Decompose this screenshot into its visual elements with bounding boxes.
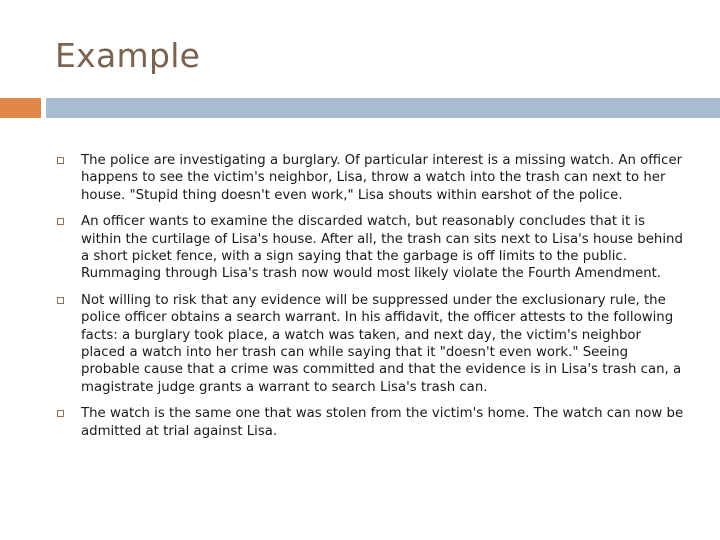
title-divider-bar (0, 98, 720, 118)
slide-title: Example (55, 36, 201, 75)
bullet-text: Not willing to risk that any evidence will be suppressed under the exclusionary rule, the police officer obtains a search warrant. In his affidavit, the officer attests to the following facts: a burglary took place, a watch was taken, and next day, the victim's neighbor placed a watch into her trash can while saying that it "doesn't even work." Seeing probable cause that a crime was committed and that the evidence is in Lisa's trash can, a magistrate judge grants a warrant to search Lisa's trash can. (81, 292, 682, 395)
divider-accent-block (0, 98, 41, 118)
bullet-text: The police are investigating a burglary. Of particular interest is a missing watch. An officer happens to see the victim's neighbor, Lisa, throw a watch into the trash can next to her house. "Stupid thing doesn't even work," Lisa shouts within earshot of the police. (81, 153, 683, 203)
bullet-text: The watch is the same one that was stolen from the victim's home. The watch can now be admitted at trial against Lisa. (81, 406, 684, 439)
bullet-item (57, 152, 689, 204)
bullet-list (57, 152, 689, 449)
square-bullet-icon (57, 157, 64, 164)
bullet-item (57, 213, 689, 283)
bullet-item (57, 292, 689, 396)
bullet-text: An officer wants to examine the discarded watch, but reasonably concludes that it is within the curtilage of Lisa's house. After all, the trash can sits next to Lisa's house behind a short picket fence, with a sign saying that the garbage is off limits to the public. Rummaging through Lisa's trash now would most likely violate the Fourth Amendment. (81, 214, 683, 282)
square-bullet-icon (57, 297, 64, 304)
divider-main-block (46, 98, 720, 118)
square-bullet-icon (57, 410, 64, 417)
bullet-item (57, 405, 689, 440)
square-bullet-icon (57, 218, 64, 225)
